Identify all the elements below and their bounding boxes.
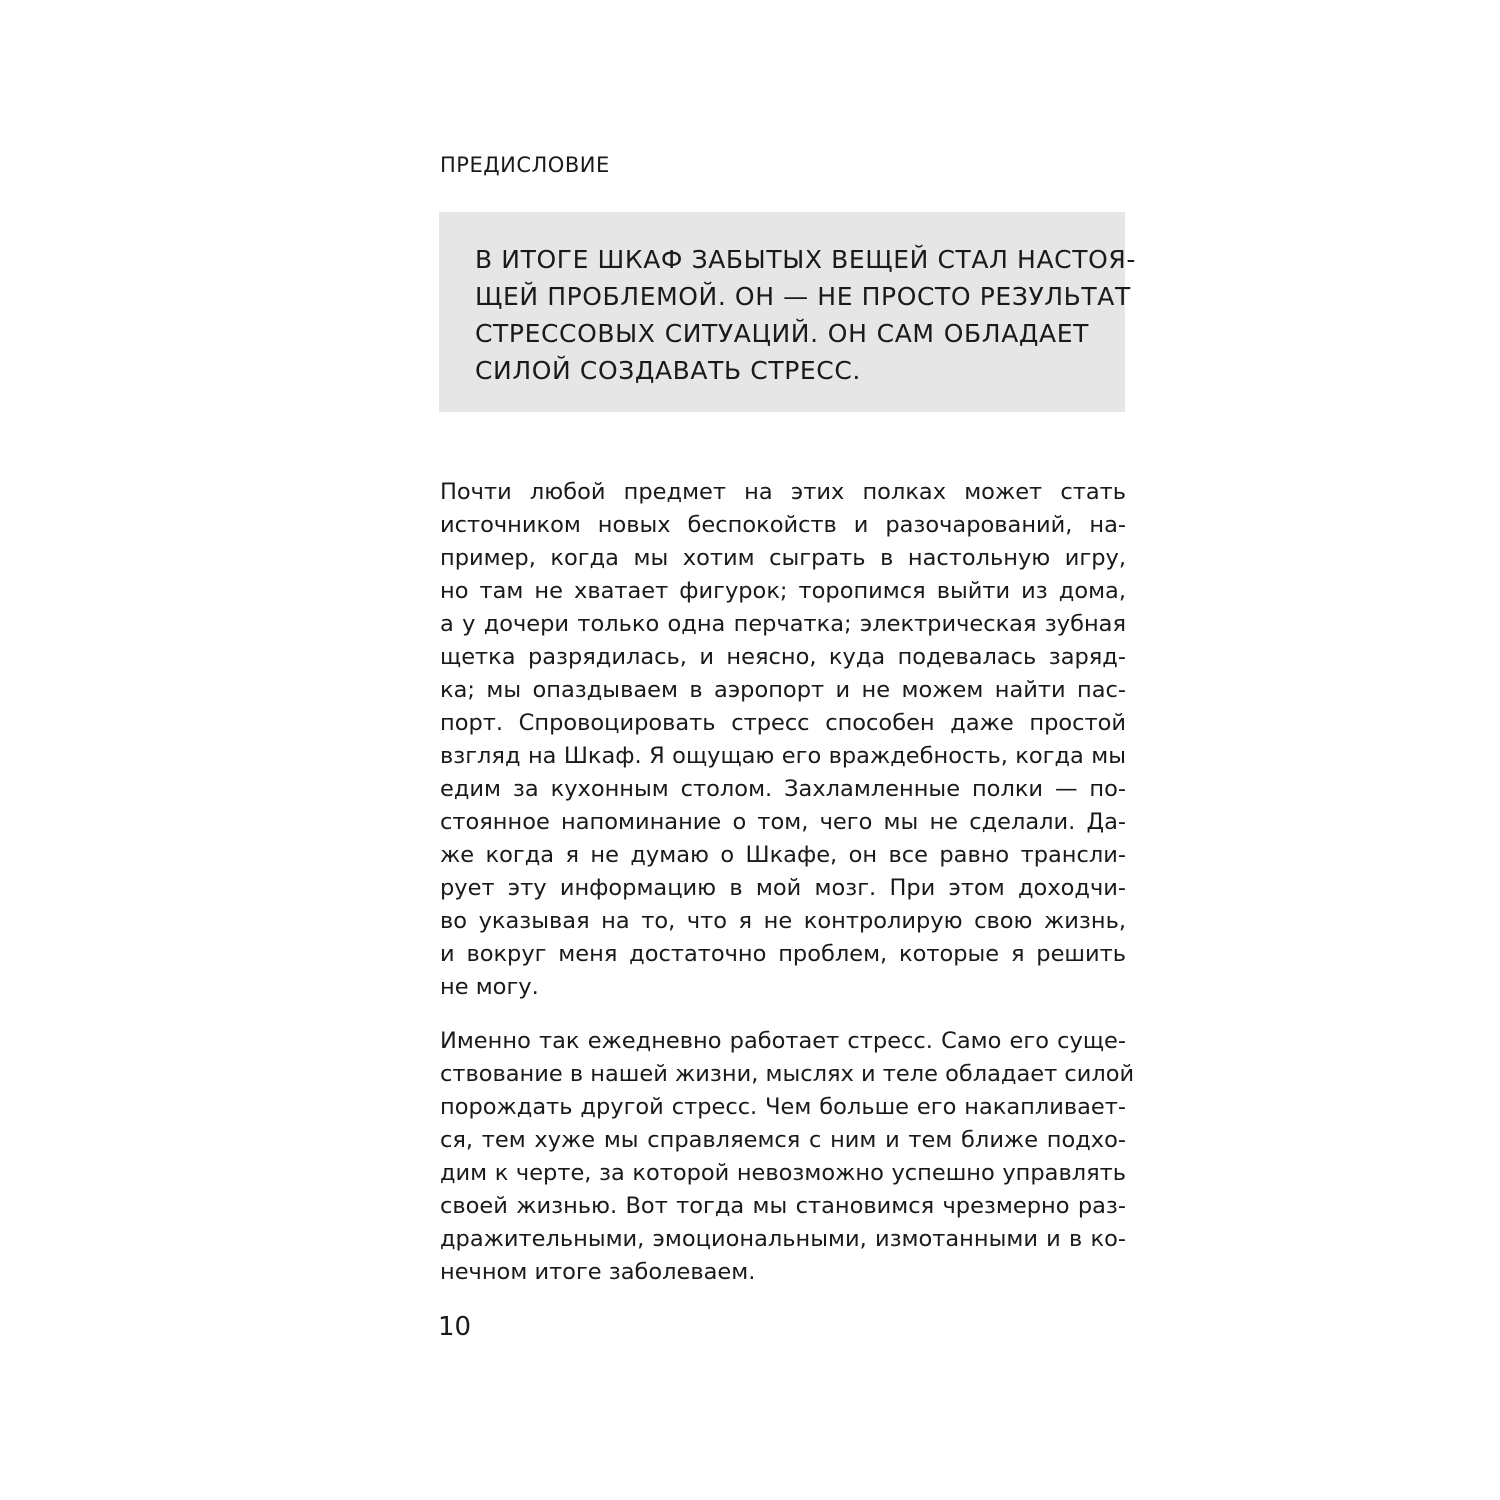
text-line: во указывая на то, что я не контролирую свою жизнь,: [440, 908, 1126, 934]
text-line: пример, когда мы хотим сыграть в настольную игру,: [440, 545, 1126, 571]
text-line: своей жизнью. Вот тогда мы становимся чрезмерно раз-: [440, 1193, 1126, 1219]
text-line: рует эту информацию в мой мозг. При этом доходчи-: [440, 875, 1126, 901]
text-line: ся, тем хуже мы справляемся с ним и тем ближе подхо-: [440, 1127, 1126, 1153]
text-line: нечном итоге заболеваем.: [440, 1259, 756, 1285]
callout-box: [439, 212, 1136, 412]
page-number: 10: [438, 1312, 472, 1342]
text-line: едим за кухонным столом. Захламленные полки — по-: [440, 776, 1126, 802]
body-paragraph-2: [440, 1025, 1135, 1289]
text-line: порождать другой стресс. Чем больше его накапливает-: [440, 1094, 1126, 1120]
text-line: и вокруг меня достаточно проблем, которые я решить: [440, 941, 1126, 967]
text-line: же когда я не думаю о Шкафе, он все равно трансли-: [440, 842, 1126, 868]
callout-line: ЩЕЙ ПРОБЛЕМОЙ. ОН — НЕ ПРОСТО РЕЗУЛЬТАТ: [475, 282, 1131, 311]
callout-line: В ИТОГЕ ШКАФ ЗАБЫТЫХ ВЕЩЕЙ СТАЛ НАСТОЯ-: [475, 245, 1136, 274]
callout-line: СИЛОЙ СОЗДАВАТЬ СТРЕСС.: [475, 356, 861, 385]
text-line: щетка разрядилась, и неясно, куда подевалась заряд-: [440, 644, 1126, 670]
callout-line: СТРЕССОВЫХ СИТУАЦИЙ. ОН САМ ОБЛАДАЕТ: [475, 319, 1089, 348]
text-line: Почти любой предмет на этих полках может стать: [440, 479, 1126, 505]
text-line: дражительными, эмоциональными, измотанными и в ко-: [440, 1226, 1126, 1252]
text-line: стоянное напоминание о том, чего мы не сделали. Да-: [440, 809, 1126, 835]
text-line: источником новых беспокойств и разочарований, на-: [440, 512, 1126, 538]
text-line: взгляд на Шкаф. Я ощущаю его враждебность, когда мы: [440, 743, 1126, 769]
text-line: Именно так ежедневно работает стресс. Само его суще-: [440, 1028, 1126, 1054]
text-line: ствование в нашей жизни, мыслях и теле обладает силой: [440, 1061, 1135, 1087]
running-head: ПРЕДИСЛОВИЕ: [440, 153, 610, 177]
body-paragraph-1: [440, 476, 1126, 1004]
text-line: но там не хватает фигурок; торопимся выйти из дома,: [440, 578, 1126, 604]
text-line: а у дочери только одна перчатка; электрическая зубная: [440, 611, 1126, 637]
text-line: ка; мы опаздываем в аэропорт и не можем найти пас-: [440, 677, 1126, 703]
text-line: порт. Спровоцировать стресс способен даже простой: [440, 710, 1126, 736]
text-line: не могу.: [440, 974, 539, 1000]
text-line: дим к черте, за которой невозможно успешно управлять: [440, 1160, 1126, 1186]
